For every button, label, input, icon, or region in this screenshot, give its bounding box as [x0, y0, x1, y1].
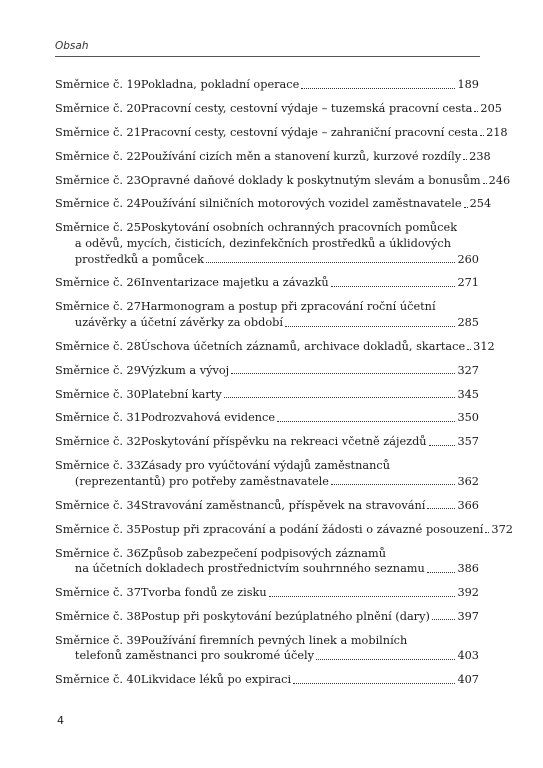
toc-entry-page: 285: [457, 315, 479, 329]
toc-entry-page: 366: [457, 498, 479, 512]
toc-entry[interactable]: [55, 546, 479, 577]
toc-entry-page: 357: [457, 435, 479, 449]
toc-entry-number: Směrnice č. 23: [55, 173, 141, 187]
toc-entry-body: [141, 434, 479, 450]
toc-entry-body: [140, 339, 495, 355]
toc-entry-body: [141, 585, 479, 601]
page-number: 4: [57, 714, 64, 727]
toc-entry-title-line: [140, 196, 492, 212]
toc-entry-number: Směrnice č. 19: [55, 78, 141, 91]
toc-entry[interactable]: [55, 633, 479, 664]
dot-leader: [474, 101, 478, 117]
table-of-contents: [55, 77, 513, 696]
toc-entry-title: Poskytování osobních ochranných pracovních pomůcek: [140, 221, 458, 235]
dot-leader: [485, 522, 489, 538]
toc-entry-title: Výzkum a vývoj: [140, 363, 230, 377]
toc-entry-body: [141, 275, 479, 291]
toc-entry-title-line: [75, 561, 479, 577]
toc-entry-title-line: [75, 252, 479, 268]
toc-entry-page: 312: [473, 339, 495, 353]
dot-leader: [427, 561, 456, 577]
dot-leader: [301, 77, 455, 93]
toc-entry-title: telefonů zaměstnanci pro soukromé účely: [74, 649, 315, 663]
toc-entry-page: 260: [457, 252, 479, 266]
section-label: Obsah: [55, 40, 89, 52]
toc-entry-number: Směrnice č. 27: [55, 300, 141, 314]
toc-entry-body: [140, 101, 502, 117]
toc-entry-page: 403: [457, 649, 479, 663]
toc-entry-title-line: [141, 498, 479, 514]
toc-entry-number: Směrnice č. 29: [55, 363, 141, 377]
toc-entry[interactable]: [55, 458, 479, 489]
toc-entry-title-line: [75, 474, 479, 490]
toc-entry-title: Úschova účetních záznamů, archivace dokladů, skartace: [140, 339, 466, 353]
toc-entry-title: Platební karty: [140, 387, 222, 401]
toc-entry-number: Směrnice č. 38: [55, 609, 141, 623]
toc-entry-body: [140, 173, 511, 189]
toc-entry-title-line: [141, 275, 479, 291]
toc-entry-title: Zásady pro vyúčtování výdajů zaměstnanců: [140, 459, 390, 473]
toc-entry-title-line: [140, 173, 511, 189]
toc-entry-number: Směrnice č. 37: [55, 586, 141, 599]
toc-entry-title: Likvidace léků po expiraci: [140, 673, 292, 687]
toc-entry-number: Směrnice č. 20: [55, 101, 141, 115]
toc-entry[interactable]: [55, 149, 491, 165]
toc-entry-title: Postup při zpracování a podání žádosti o závazné posouzení: [140, 522, 484, 536]
toc-entry[interactable]: [55, 363, 479, 379]
toc-entry-body: [141, 410, 479, 426]
toc-entry-title-line: [141, 387, 479, 403]
toc-entry-title-line: [140, 339, 495, 355]
toc-entry-title-line: [75, 648, 479, 664]
dot-leader: [316, 648, 455, 664]
toc-entry-title: Podrozvahová evidence: [140, 411, 276, 425]
toc-entry-title: Používání silničních motorových vozidel zaměstnavatele: [140, 197, 462, 211]
dot-leader: [480, 125, 484, 141]
toc-entry-number: Směrnice č. 24: [55, 197, 141, 211]
toc-entry[interactable]: [55, 77, 479, 93]
toc-entry-page: 246: [488, 173, 511, 187]
toc-entry-title-line: [75, 315, 479, 331]
dot-leader: [269, 585, 456, 601]
dot-leader: [463, 149, 467, 165]
toc-entry-body: [140, 196, 492, 212]
toc-entry-number: Směrnice č. 31: [55, 411, 141, 425]
toc-entry-page: 362: [457, 474, 479, 488]
toc-entry-number: Směrnice č. 33: [55, 459, 141, 473]
dot-leader: [206, 252, 456, 268]
toc-entry-body: [141, 387, 479, 403]
toc-entry-page: 254: [469, 197, 492, 211]
toc-entry[interactable]: [55, 434, 479, 450]
toc-entry-title: Pracovní cesty, cestovní výdaje – zahraniční pracovní cesta: [140, 125, 479, 139]
toc-entry[interactable]: [55, 101, 502, 117]
toc-entry-title-line: [140, 522, 513, 538]
toc-entry[interactable]: [55, 220, 479, 267]
toc-entry[interactable]: [55, 498, 479, 514]
toc-entry-page: 327: [457, 363, 479, 377]
toc-entry-page: 189: [457, 78, 479, 91]
toc-entry-title-line: [141, 585, 479, 601]
dot-leader: [427, 498, 455, 514]
toc-entry-title-line: [140, 149, 491, 165]
dot-leader: [331, 474, 455, 490]
toc-entry-body: [140, 125, 508, 141]
dot-leader: [483, 173, 487, 189]
toc-entry-title: Inventarizace majetku a závazků: [140, 276, 329, 290]
toc-entry-number: Směrnice č. 34: [55, 498, 141, 512]
toc-entry-title: Poskytování příspěvku na rekreaci včetně zájezdů: [140, 435, 427, 449]
toc-entry-title: Pracovní cesty, cestovní výdaje – tuzemská pracovní cesta: [140, 101, 473, 115]
toc-entry-page: 350: [457, 411, 479, 425]
toc-entry-body: [140, 522, 513, 538]
toc-entry-page: 407: [457, 673, 479, 687]
toc-entry-title: Používání firemních pevných linek a mobilních: [140, 633, 408, 647]
dot-leader: [467, 339, 471, 355]
toc-entry-title-line: [141, 77, 479, 93]
toc-entry-title: Pokladna, pokladní operace: [140, 78, 300, 91]
toc-entry-number: Směrnice č. 39: [55, 633, 141, 647]
toc-entry-title: (reprezentantů) pro potřeby zaměstnavatele: [74, 474, 329, 488]
toc-entry-title-line: [141, 609, 479, 625]
toc-entry[interactable]: [55, 410, 479, 426]
toc-entry-page: 271: [457, 276, 479, 290]
toc-entry-number: Směrnice č. 21: [55, 125, 141, 139]
toc-entry-number: Směrnice č. 28: [55, 339, 141, 353]
toc-entry-title: Harmonogram a postup při zpracování roční účetní: [140, 300, 436, 314]
toc-entry-number: Směrnice č. 32: [55, 435, 141, 449]
toc-entry-body: [140, 149, 491, 165]
toc-entry[interactable]: [55, 196, 492, 212]
toc-entry[interactable]: [55, 585, 479, 601]
toc-entry-body: [141, 672, 479, 688]
toc-entry-body: [141, 609, 479, 625]
toc-entry[interactable]: [55, 609, 479, 625]
dot-leader: [464, 196, 468, 212]
page-header: [55, 40, 480, 57]
toc-entry-title-line: [141, 434, 479, 450]
toc-entry-number: Směrnice č. 30: [55, 387, 141, 401]
toc-entry-page: 386: [457, 562, 479, 576]
toc-entry-body: [141, 77, 479, 93]
dot-leader: [285, 315, 455, 331]
toc-entry-title-line: [141, 410, 479, 426]
toc-entry-title-line: [141, 363, 479, 379]
toc-entry[interactable]: [55, 522, 513, 538]
toc-entry[interactable]: [55, 299, 479, 330]
toc-entry-page: 372: [491, 522, 513, 536]
toc-entry-title: Způsob zabezpečení podpisových záznamů: [140, 546, 386, 560]
toc-entry-title: uzávěrky a účetní závěrky za období: [74, 315, 283, 329]
toc-entry[interactable]: [55, 125, 508, 141]
toc-entry-page: 218: [486, 125, 508, 139]
toc-entry[interactable]: [55, 387, 479, 403]
toc-entry-number: Směrnice č. 22: [55, 149, 141, 163]
toc-entry-body: [141, 498, 479, 514]
toc-entry-page: 345: [457, 387, 479, 401]
toc-entry-page: 205: [480, 101, 502, 115]
toc-entry-title-line: [141, 672, 479, 688]
toc-entry-body: [141, 363, 479, 379]
dot-leader: [231, 363, 455, 379]
toc-entry-page: 238: [469, 149, 491, 163]
toc-entry-title: a oděvů, mycích, čisticích, dezinfekčních prostředků a úklidových: [74, 236, 451, 250]
header-rule: [55, 56, 480, 57]
toc-entry-title: na účetních dokladech prostřednictvím souhrnného seznamu: [74, 562, 425, 576]
toc-entry-title: Používání cizích měn a stanovení kurzů, kurzové rozdíly: [140, 149, 462, 163]
toc-entry-number: Směrnice č. 25: [55, 221, 141, 235]
toc-entry-page: 392: [457, 586, 479, 599]
dot-leader: [277, 410, 455, 426]
toc-entry-page: 397: [457, 609, 479, 623]
dot-leader: [429, 434, 456, 450]
toc-entry[interactable]: [55, 275, 479, 291]
dot-leader: [331, 275, 456, 291]
toc-entry[interactable]: [55, 672, 479, 688]
toc-entry-title: Opravné daňové doklady k poskytnutým slevám a bonusům: [140, 173, 481, 187]
toc-entry-number: Směrnice č. 35: [55, 522, 141, 536]
toc-entry-title: prostředků a pomůcek: [74, 252, 204, 266]
dot-leader: [224, 387, 456, 403]
toc-entry-title-line: [140, 125, 508, 141]
toc-entry[interactable]: [55, 173, 511, 189]
dot-leader: [293, 672, 455, 688]
toc-entry-title: Postup při poskytování bezúplatného plnění (dary): [140, 609, 430, 623]
toc-entry-number: Směrnice č. 40: [55, 673, 141, 687]
toc-entry-title-line: [140, 101, 502, 117]
toc-entry-number: Směrnice č. 36: [55, 546, 141, 560]
toc-entry-title: Stravování zaměstnanců, příspěvek na stravování: [140, 498, 426, 512]
toc-entry-title: Tvorba fondů ze zisku: [140, 586, 267, 599]
dot-leader: [432, 609, 456, 625]
toc-entry[interactable]: [55, 339, 495, 355]
toc-entry-number: Směrnice č. 26: [55, 276, 141, 290]
